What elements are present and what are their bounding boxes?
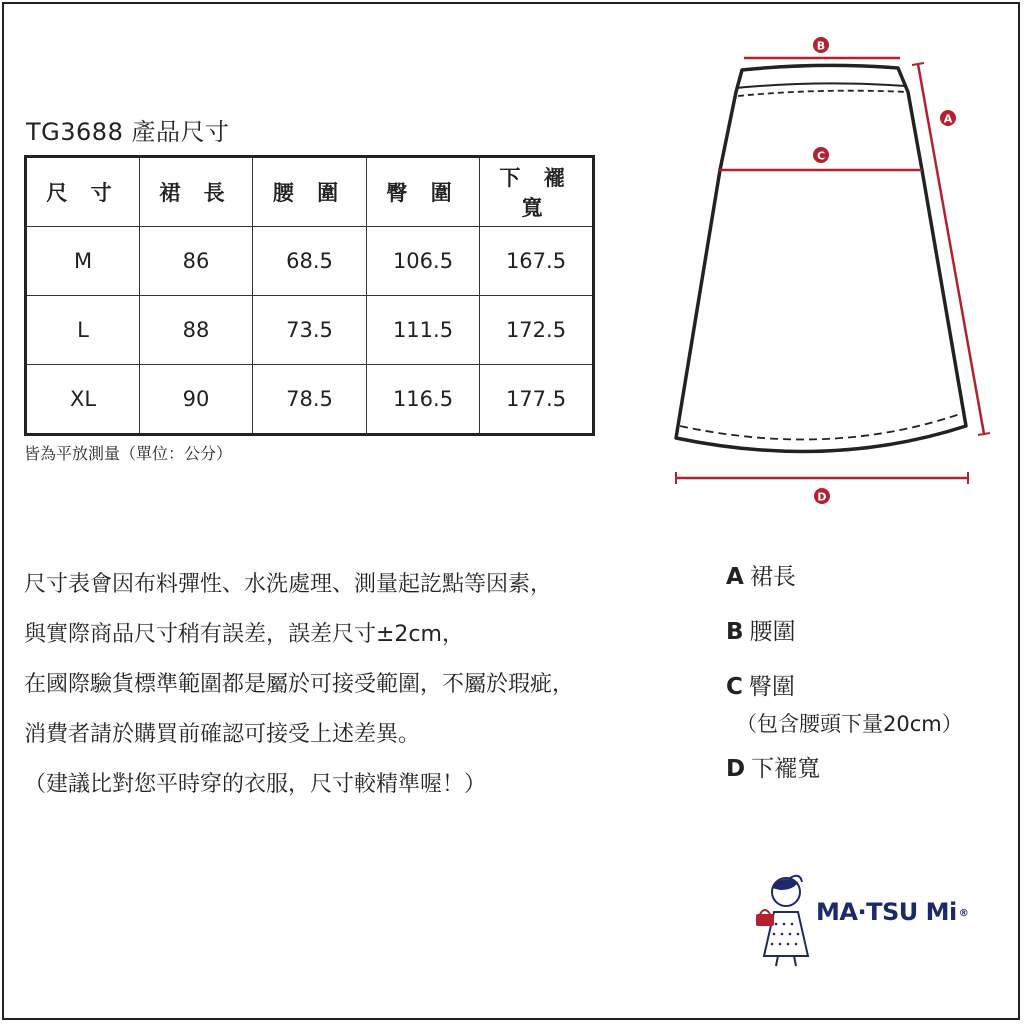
marker-d-label: D bbox=[817, 490, 827, 504]
header-length: 裙 長 bbox=[140, 157, 253, 227]
legend-label: 下襬寬 bbox=[751, 756, 821, 782]
table-cell: 116.5 bbox=[367, 365, 480, 435]
marker-b-label: B bbox=[816, 39, 826, 53]
table-cell: 172.5 bbox=[480, 296, 594, 365]
measurement-note: 皆為平放測量（單位：公分） bbox=[24, 444, 233, 463]
table-cell: 86 bbox=[140, 227, 253, 296]
size-table bbox=[24, 155, 595, 436]
disclaimer-line: （建議比對您平時穿的衣服，尺寸較精準喔！） bbox=[24, 772, 487, 797]
measurement-legend bbox=[726, 558, 963, 805]
brand-name: MA·TSU Mi bbox=[816, 898, 957, 926]
waistband-line bbox=[736, 83, 906, 88]
skirt-outline bbox=[676, 65, 966, 451]
table-cell: 88 bbox=[140, 296, 253, 365]
table-cell: L bbox=[26, 296, 140, 365]
table-cell: 177.5 bbox=[480, 365, 594, 435]
table-row bbox=[26, 365, 594, 435]
header-hip: 臀 圍 bbox=[367, 157, 480, 227]
disclaimer-paragraph bbox=[24, 560, 704, 810]
hem-stitch bbox=[680, 414, 960, 439]
page-title: TG3688 產品尺寸 bbox=[26, 118, 230, 146]
brand-logo bbox=[750, 868, 970, 968]
disclaimer-line: 在國際驗貨標準範圍都是屬於可接受範圍，不屬於瑕疵， bbox=[24, 672, 575, 697]
header-waist: 腰 圍 bbox=[253, 157, 367, 227]
table-cell: 78.5 bbox=[253, 365, 367, 435]
disclaimer-line: 消費者請於購買前確認可接受上述差異。 bbox=[24, 722, 421, 747]
brand-wordmark bbox=[816, 898, 968, 926]
legend-key: D bbox=[726, 756, 746, 782]
length-tick-bottom bbox=[978, 433, 990, 435]
table-cell: 111.5 bbox=[367, 296, 480, 365]
header-size: 尺 寸 bbox=[26, 157, 140, 227]
marker-c-label: C bbox=[816, 149, 826, 163]
legend-item-c bbox=[726, 668, 820, 698]
table-header-row bbox=[26, 157, 594, 227]
girl-mascot-icon bbox=[750, 868, 820, 968]
waistband-stitch bbox=[738, 91, 908, 96]
table-cell: 167.5 bbox=[480, 227, 594, 296]
legend-item-b bbox=[726, 613, 820, 643]
table-cell: 68.5 bbox=[253, 227, 367, 296]
table-cell: M bbox=[26, 227, 140, 296]
table-row bbox=[26, 296, 594, 365]
header-hem: 下 襬 寬 bbox=[480, 157, 594, 227]
legend-label: 裙長 bbox=[749, 564, 796, 590]
legend-item-d bbox=[726, 750, 820, 780]
table-cell: 106.5 bbox=[367, 227, 480, 296]
legend-key: B bbox=[726, 619, 744, 645]
legend-label: 腰圍 bbox=[749, 619, 796, 645]
skirt-diagram bbox=[660, 30, 1000, 510]
legend-c-note: （包含腰頭下量20cm） bbox=[736, 712, 963, 736]
table-cell: 73.5 bbox=[253, 296, 367, 365]
legend-key: C bbox=[726, 674, 743, 700]
marker-a-label: A bbox=[943, 112, 953, 126]
disclaimer-line: 與實際商品尺寸稍有誤差，誤差尺寸±2cm， bbox=[24, 622, 464, 647]
legend-item-a bbox=[726, 558, 820, 588]
table-cell: 90 bbox=[140, 365, 253, 435]
table-row bbox=[26, 227, 594, 296]
length-tick-top bbox=[912, 63, 924, 65]
legend-key: A bbox=[726, 564, 744, 590]
legend-label: 臀圍 bbox=[748, 674, 795, 700]
registered-mark: ® bbox=[958, 907, 969, 919]
table-cell: XL bbox=[26, 365, 140, 435]
disclaimer-line: 尺寸表會因布料彈性、水洗處理、測量起訖點等因素， bbox=[24, 572, 553, 597]
